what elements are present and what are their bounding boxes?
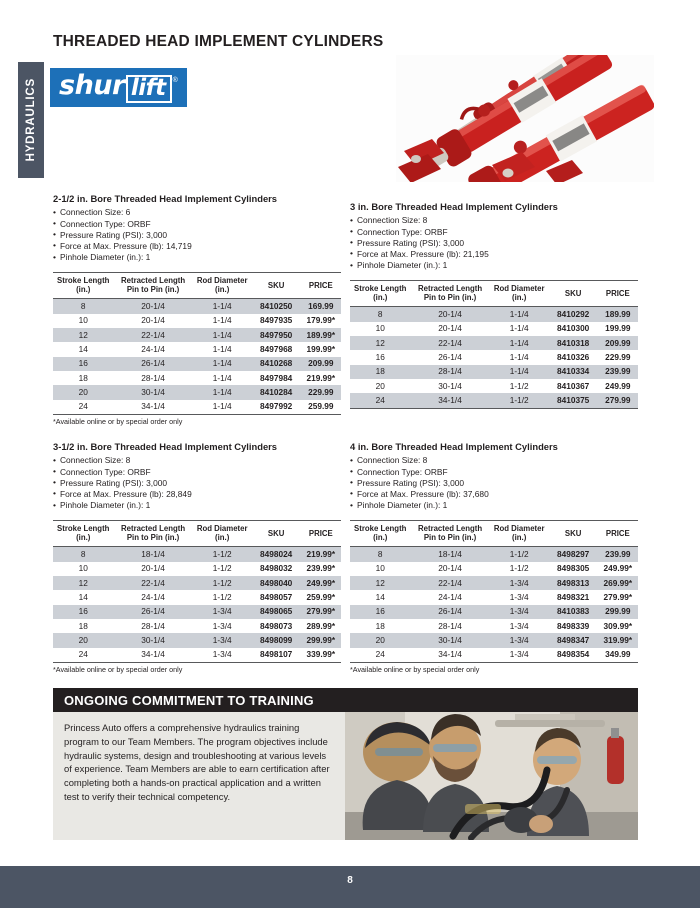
- cell-stroke-length: 12: [53, 576, 113, 590]
- training-banner-body: [53, 712, 638, 840]
- cell-retracted-length: 24-1/4: [438, 591, 462, 602]
- cell-stroke-length: 12: [53, 328, 113, 342]
- cell-retracted-length: 20-1/4: [410, 307, 489, 322]
- spec-item: • Pinhole Diameter (in.): 1: [53, 252, 341, 263]
- cell-stroke-length: 10: [78, 563, 88, 574]
- cell-sku: 8498354: [549, 648, 598, 663]
- cell-rod-diameter: 1-1/2: [490, 547, 549, 562]
- spec-list: [350, 455, 638, 511]
- cell-stroke-length: 16: [53, 605, 113, 619]
- table-header-row: [350, 521, 638, 547]
- col-retracted-length: Retracted Length Pin to Pin (in.): [113, 273, 192, 299]
- cell-price: 299.99: [598, 605, 638, 619]
- table-row: [53, 605, 341, 619]
- spec-item: • Connection Size: 8: [350, 455, 638, 466]
- col-retracted-length: Retracted Length Pin to Pin (in.): [410, 281, 489, 307]
- table-row: [350, 336, 638, 350]
- cell-rod-diameter: 1-1/4: [212, 343, 232, 354]
- cell-retracted-length: 22-1/4: [410, 336, 489, 350]
- cell-rod-diameter: 1-3/4: [509, 620, 529, 631]
- product-title: 3 in. Bore Threaded Head Implement Cylinders: [350, 201, 558, 212]
- cell-stroke-length: 18: [78, 372, 88, 383]
- cell-retracted-length: 22-1/4: [410, 576, 489, 590]
- cell-sku: 8497968: [260, 343, 293, 354]
- training-banner-title: ONGOING COMMITMENT TO TRAINING: [64, 692, 314, 708]
- table-header-row: [350, 281, 638, 307]
- training-photo: [345, 712, 638, 840]
- cell-retracted-length: 34-1/4: [113, 400, 192, 415]
- cell-retracted-length: 30-1/4: [113, 633, 192, 647]
- brand-logo-shurlift: [50, 68, 187, 107]
- cell-stroke-length: 24: [53, 400, 113, 415]
- cell-stroke-length: 12: [350, 336, 410, 350]
- cell-rod-diameter: 1-1/4: [509, 323, 529, 334]
- cell-rod-diameter: 1-1/4: [193, 299, 252, 314]
- spec-item: • Connection Size: 8: [53, 455, 341, 466]
- cell-price: 239.99: [598, 365, 638, 379]
- spec-item: • Pressure Rating (PSI): 3,000: [350, 478, 638, 489]
- spec-table: [53, 272, 341, 415]
- cell-price: 279.99*: [301, 605, 341, 619]
- cell-retracted-length: 22-1/4: [113, 328, 192, 342]
- cell-retracted-length: 20-1/4: [113, 299, 192, 314]
- cell-sku: 8497950: [252, 328, 301, 342]
- cell-price: 249.99: [605, 380, 631, 391]
- spec-item: • Pinhole Diameter (in.): 1: [53, 500, 341, 511]
- cell-stroke-length: 10: [78, 315, 88, 326]
- cell-retracted-length: 26-1/4: [113, 357, 192, 371]
- cell-rod-diameter: 1-3/4: [490, 633, 549, 647]
- cell-stroke-length: 14: [78, 591, 88, 602]
- spec-list: [350, 215, 638, 271]
- table-row: [350, 379, 638, 393]
- table-header-row: [53, 521, 341, 547]
- cell-rod-diameter: 1-1/4: [193, 400, 252, 415]
- cell-rod-diameter: 1-1/4: [509, 351, 529, 362]
- cell-sku: 8410250: [252, 299, 301, 314]
- spec-item: • Connection Size: 8: [350, 215, 638, 226]
- table-row: [350, 605, 638, 619]
- table-row: [350, 619, 638, 633]
- cell-price: 249.99*: [301, 576, 341, 590]
- table-row: [53, 590, 341, 604]
- table-row: [53, 562, 341, 576]
- cell-stroke-length: 18: [78, 620, 88, 631]
- cell-price: 259.99*: [306, 591, 336, 602]
- cell-stroke-length: 8: [350, 547, 410, 562]
- cell-sku: 8498024: [252, 547, 301, 562]
- cell-rod-diameter: 1-1/2: [212, 563, 232, 574]
- cell-price: 189.99*: [301, 328, 341, 342]
- cell-stroke-length: 18: [350, 365, 410, 379]
- cell-retracted-length: 34-1/4: [410, 393, 489, 408]
- table-row: [350, 365, 638, 379]
- cell-retracted-length: 20-1/4: [141, 315, 165, 326]
- cell-sku: 8498339: [557, 620, 590, 631]
- cell-sku: 8498040: [252, 576, 301, 590]
- product-title: 4 in. Bore Threaded Head Implement Cylinders: [350, 441, 558, 452]
- cell-rod-diameter: 1-1/4: [490, 307, 549, 322]
- table-row: [53, 400, 341, 415]
- cell-rod-diameter: 1-3/4: [193, 633, 252, 647]
- cell-stroke-length: 8: [350, 307, 410, 322]
- cell-sku: 8410284: [252, 385, 301, 399]
- spec-item: • Connection Type: ORBF: [53, 219, 341, 230]
- cell-sku: 8497984: [260, 372, 293, 383]
- cell-stroke-length: 24: [53, 648, 113, 663]
- table-row: [53, 619, 341, 633]
- cell-rod-diameter: 1-3/4: [490, 576, 549, 590]
- cell-sku: 8497935: [260, 315, 293, 326]
- col-rod-diameter: Rod Diameter (in.): [490, 281, 549, 307]
- spec-item: • Pinhole Diameter (in.): 1: [350, 260, 638, 271]
- col-sku: SKU: [549, 281, 598, 307]
- table-row: [350, 562, 638, 576]
- cell-sku: 8410318: [549, 336, 598, 350]
- cell-price: 259.99: [301, 400, 341, 415]
- cell-retracted-length: 22-1/4: [113, 576, 192, 590]
- product-block-bore-4: [350, 441, 638, 674]
- spec-item: • Connection Type: ORBF: [350, 227, 638, 238]
- product-block-bore-2-1-2: [53, 193, 341, 426]
- cell-price: 269.99*: [598, 576, 638, 590]
- cell-price: 239.99: [598, 547, 638, 562]
- table-row: [350, 393, 638, 408]
- cell-rod-diameter: 1-3/4: [212, 620, 232, 631]
- footer-bar: [0, 866, 700, 908]
- cell-price: 299.99*: [301, 633, 341, 647]
- training-banner-text: Princess Auto offers a comprehensive hydraulics training program to our Team Members. The program objectives include hydraulic systems, design and troubleshooting at various levels of experience. Team Members are able to earn certification after completing both a hands-on practical application and a written test to verify their technical competency.: [64, 722, 330, 803]
- cell-stroke-length: 12: [350, 576, 410, 590]
- cell-retracted-length: 26-1/4: [113, 605, 192, 619]
- cell-retracted-length: 26-1/4: [438, 351, 462, 362]
- table-row: [53, 328, 341, 342]
- col-sku: SKU: [252, 521, 301, 547]
- cell-rod-diameter: 1-1/2: [490, 393, 549, 408]
- page-number: 8: [347, 875, 353, 886]
- cell-retracted-length: 28-1/4: [141, 372, 165, 383]
- table-body: [350, 547, 638, 663]
- cell-price: 279.99*: [603, 591, 633, 602]
- cell-stroke-length: 8: [53, 299, 113, 314]
- cell-sku: 8498032: [260, 563, 293, 574]
- cell-rod-diameter: 1-1/4: [212, 372, 232, 383]
- cell-stroke-length: 20: [350, 633, 410, 647]
- table-row: [350, 322, 638, 336]
- spec-list: [53, 207, 341, 263]
- col-sku: SKU: [252, 273, 301, 299]
- cell-retracted-length: 30-1/4: [438, 380, 462, 391]
- spec-table: [350, 520, 638, 663]
- cell-rod-diameter: 1-1/2: [193, 576, 252, 590]
- cell-rod-diameter: 1-1/4: [490, 365, 549, 379]
- cell-retracted-length: 20-1/4: [438, 323, 462, 334]
- cell-price: 229.99: [301, 385, 341, 399]
- spec-item: • Connection Size: 6: [53, 207, 341, 218]
- product-block-bore-3-1-2: [53, 441, 341, 674]
- cell-sku: 8410334: [549, 365, 598, 379]
- cell-retracted-length: 30-1/4: [410, 633, 489, 647]
- cell-retracted-length: 28-1/4: [141, 620, 165, 631]
- spec-item: • Force at Max. Pressure (lb): 21,195: [350, 249, 638, 260]
- cell-rod-diameter: 1-3/4: [509, 591, 529, 602]
- spec-table: [350, 280, 638, 408]
- cell-sku: 8498107: [252, 648, 301, 663]
- table-footnote: *Available online or by special order only: [53, 417, 183, 427]
- col-sku: SKU: [549, 521, 598, 547]
- spec-item: • Force at Max. Pressure (lb): 37,680: [350, 489, 638, 500]
- product-block-bore-3: [350, 201, 638, 411]
- cell-retracted-length: 26-1/4: [410, 605, 489, 619]
- cell-sku: 8497992: [252, 400, 301, 415]
- cell-rod-diameter: 1-3/4: [490, 605, 549, 619]
- cell-sku: 8498305: [557, 563, 590, 574]
- table-body: [53, 299, 341, 415]
- table-row: [350, 307, 638, 322]
- cell-stroke-length: 10: [375, 323, 385, 334]
- hero-product-photo: [396, 55, 654, 182]
- cell-sku: 8410383: [549, 605, 598, 619]
- col-stroke-length: Stroke Length (in.): [350, 521, 410, 547]
- table-body: [53, 547, 341, 663]
- table-row: [350, 350, 638, 364]
- cell-price: 209.99: [301, 357, 341, 371]
- cell-retracted-length: 24-1/4: [141, 591, 165, 602]
- col-price: PRICE: [301, 273, 341, 299]
- cell-sku: 8498321: [557, 591, 590, 602]
- table-row: [53, 314, 341, 328]
- col-price: PRICE: [598, 281, 638, 307]
- cell-stroke-length: 8: [53, 547, 113, 562]
- training-banner-header: [53, 688, 638, 712]
- table-footnote: *Available online or by special order only: [53, 665, 183, 675]
- cell-price: 199.99: [605, 323, 631, 334]
- spec-item: • Connection Type: ORBF: [53, 467, 341, 478]
- cell-sku: 8410300: [557, 323, 590, 334]
- col-price: PRICE: [301, 521, 341, 547]
- cell-stroke-length: 16: [375, 351, 385, 362]
- table-row: [350, 547, 638, 562]
- cell-rod-diameter: 1-1/2: [509, 380, 529, 391]
- cell-rod-diameter: 1-1/4: [193, 328, 252, 342]
- table-row: [53, 299, 341, 314]
- cell-sku: 8410367: [557, 380, 590, 391]
- spec-item: • Pressure Rating (PSI): 3,000: [53, 478, 341, 489]
- cell-price: 219.99*: [306, 372, 336, 383]
- cell-rod-diameter: 1-1/4: [490, 336, 549, 350]
- cell-retracted-length: 34-1/4: [410, 648, 489, 663]
- cell-price: 199.99*: [306, 343, 336, 354]
- cell-sku: 8410268: [252, 357, 301, 371]
- spec-item: • Pressure Rating (PSI): 3,000: [53, 230, 341, 241]
- col-rod-diameter: Rod Diameter (in.): [193, 273, 252, 299]
- cell-sku: 8498065: [252, 605, 301, 619]
- cell-price: 169.99: [301, 299, 341, 314]
- cell-rod-diameter: 1-1/2: [193, 547, 252, 562]
- logo-lift-box: [126, 75, 172, 103]
- cell-rod-diameter: 1-3/4: [193, 648, 252, 663]
- cell-stroke-length: 20: [53, 633, 113, 647]
- col-retracted-length: Retracted Length Pin to Pin (in.): [410, 521, 489, 547]
- spec-item: • Force at Max. Pressure (lb): 28,849: [53, 489, 341, 500]
- cell-retracted-length: 18-1/4: [410, 547, 489, 562]
- cell-stroke-length: 10: [375, 563, 385, 574]
- table-row: [53, 371, 341, 385]
- cell-rod-diameter: 1-1/2: [509, 563, 529, 574]
- cell-retracted-length: 18-1/4: [113, 547, 192, 562]
- spec-item: • Pressure Rating (PSI): 3,000: [350, 238, 638, 249]
- cell-sku: 8498073: [260, 620, 293, 631]
- spec-item: • Connection Type: ORBF: [350, 467, 638, 478]
- spec-item: • Force at Max. Pressure (lb): 14,719: [53, 241, 341, 252]
- cell-sku: 8410292: [549, 307, 598, 322]
- cell-stroke-length: 24: [350, 648, 410, 663]
- table-row: [53, 342, 341, 356]
- cell-sku: 8498057: [260, 591, 293, 602]
- table-row: [53, 547, 341, 562]
- cell-price: 249.99*: [603, 563, 633, 574]
- cell-stroke-length: 20: [53, 385, 113, 399]
- col-stroke-length: Stroke Length (in.): [53, 273, 113, 299]
- cell-price: 279.99: [598, 393, 638, 408]
- cell-retracted-length: 34-1/4: [113, 648, 192, 663]
- product-title: 3-1/2 in. Bore Threaded Head Implement Cylinders: [53, 441, 278, 452]
- cell-price: 229.99: [605, 351, 631, 362]
- logo-text-shur: shur: [59, 70, 125, 101]
- cell-rod-diameter: 1-1/4: [193, 385, 252, 399]
- cell-price: 209.99: [598, 336, 638, 350]
- cell-stroke-length: 18: [375, 620, 385, 631]
- cell-sku: 8498099: [252, 633, 301, 647]
- category-tab-hydraulics: [18, 62, 44, 178]
- cell-sku: 8410326: [557, 351, 590, 362]
- table-row: [350, 648, 638, 663]
- category-tab-label: HYDRAULICS: [25, 78, 37, 162]
- cell-rod-diameter: 1-3/4: [193, 605, 252, 619]
- table-row: [53, 385, 341, 399]
- table-row: [53, 576, 341, 590]
- cell-sku: 8410375: [549, 393, 598, 408]
- table-row: [53, 648, 341, 663]
- cell-price: 179.99*: [306, 315, 336, 326]
- training-banner: [53, 688, 638, 840]
- cell-sku: 8498297: [549, 547, 598, 562]
- cell-price: 189.99: [598, 307, 638, 322]
- cell-price: 349.99: [598, 648, 638, 663]
- table-row: [53, 357, 341, 371]
- cell-retracted-length: 30-1/4: [113, 385, 192, 399]
- cell-rod-diameter: 1-3/4: [490, 648, 549, 663]
- table-row: [350, 633, 638, 647]
- cell-sku: 8498313: [549, 576, 598, 590]
- product-title: 2-1/2 in. Bore Threaded Head Implement Cylinders: [53, 193, 278, 204]
- cell-rod-diameter: 1-1/2: [212, 591, 232, 602]
- cell-price: 339.99*: [301, 648, 341, 663]
- col-stroke-length: Stroke Length (in.): [53, 521, 113, 547]
- cell-stroke-length: 24: [350, 393, 410, 408]
- spec-list: [53, 455, 341, 511]
- col-rod-diameter: Rod Diameter (in.): [490, 521, 549, 547]
- cell-retracted-length: 24-1/4: [141, 343, 165, 354]
- logo-text-lift: lift: [130, 75, 166, 101]
- cell-rod-diameter: 1-1/4: [193, 357, 252, 371]
- table-row: [350, 590, 638, 604]
- page-title: THREADED HEAD IMPLEMENT CYLINDERS: [53, 33, 384, 50]
- table-row: [53, 633, 341, 647]
- col-stroke-length: Stroke Length (in.): [350, 281, 410, 307]
- cell-price: 289.99*: [306, 620, 336, 631]
- cell-price: 309.99*: [603, 620, 633, 631]
- col-price: PRICE: [598, 521, 638, 547]
- col-rod-diameter: Rod Diameter (in.): [193, 521, 252, 547]
- table-body: [350, 307, 638, 408]
- cell-retracted-length: 20-1/4: [141, 563, 165, 574]
- table-footnote: *Available online or by special order only: [350, 665, 480, 675]
- cell-retracted-length: 28-1/4: [410, 365, 489, 379]
- cell-stroke-length: 16: [350, 605, 410, 619]
- cell-price: 319.99*: [598, 633, 638, 647]
- cell-sku: 8498347: [549, 633, 598, 647]
- table-row: [350, 576, 638, 590]
- cell-price: 219.99*: [301, 547, 341, 562]
- cell-rod-diameter: 1-1/4: [212, 315, 232, 326]
- cell-stroke-length: 14: [78, 343, 88, 354]
- cell-retracted-length: 28-1/4: [438, 620, 462, 631]
- spec-item: • Pinhole Diameter (in.): 1: [350, 500, 638, 511]
- cell-price: 239.99*: [306, 563, 336, 574]
- table-header-row: [53, 273, 341, 299]
- cell-retracted-length: 20-1/4: [438, 563, 462, 574]
- cell-stroke-length: 16: [53, 357, 113, 371]
- col-retracted-length: Retracted Length Pin to Pin (in.): [113, 521, 192, 547]
- cell-stroke-length: 14: [375, 591, 385, 602]
- logo-registered-mark: ®: [172, 77, 178, 84]
- spec-table: [53, 520, 341, 663]
- cell-stroke-length: 20: [375, 380, 385, 391]
